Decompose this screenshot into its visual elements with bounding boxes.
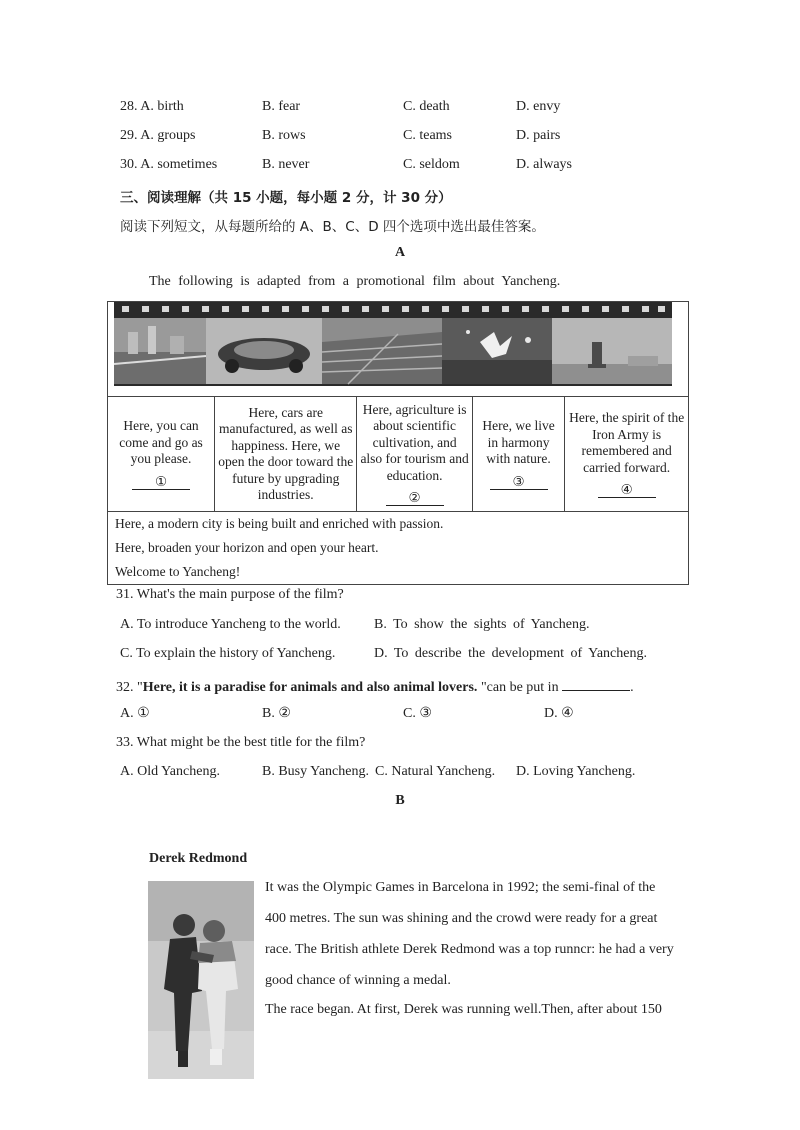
question-29 <box>120 128 740 148</box>
q33-option-b: B. Busy Yancheng. <box>262 764 369 779</box>
passage-b-line-5: The race began. At first, Derek was running well.Then, after about 150 <box>265 1002 662 1017</box>
footer-line-2: Here, broaden your horizon and open your heart. <box>115 540 379 555</box>
question-28 <box>120 99 740 119</box>
q33-option-c: C. Natural Yancheng. <box>375 764 496 779</box>
q30-option-d: D. always <box>516 157 572 172</box>
caption-cell-5 <box>565 397 689 512</box>
q32-option-a: A. ① <box>120 706 150 721</box>
caption-1-blank: ① <box>132 474 190 490</box>
q30-option-b: B. never <box>262 157 310 172</box>
q28-first: 28. A. birth <box>120 99 184 114</box>
q29-option-c: C. teams <box>403 128 452 143</box>
q33-option-a: A. Old Yancheng. <box>120 764 220 779</box>
runner-photo <box>148 881 254 1079</box>
q32-quote: Here, it is a paradise for animals and also animal lovers. <box>142 680 478 695</box>
film-strip-image <box>108 302 688 396</box>
caption-3-text: Here, agriculture is about scientific cultivation, and also for tourism and education. <box>360 401 469 483</box>
section-instruction: 阅读下列短文，从每题所给的 A、B、C、D 四个选项中选出最佳答案。 <box>120 219 545 235</box>
q33-stem: 33. What might be the best title for the film? <box>116 735 366 750</box>
q32-option-b: B. ② <box>262 706 291 721</box>
passage-a-intro: The following is adapted from a promotional film about Yancheng. <box>149 274 561 289</box>
q31-option-a: A. To introduce Yancheng to the world. <box>120 617 341 632</box>
caption-cell-1 <box>108 397 215 512</box>
film-footer-cell <box>108 512 689 585</box>
passage-a-label: A <box>394 245 406 260</box>
q32-answer-blank <box>562 676 630 691</box>
q29-option-d: D. pairs <box>516 128 561 143</box>
caption-3-blank: ② <box>386 490 444 506</box>
film-strip-cell <box>108 302 689 397</box>
q33-option-d: D. Loving Yancheng. <box>516 764 636 779</box>
q32-option-d: D. ④ <box>544 706 574 721</box>
q28-option-c: C. death <box>403 99 450 114</box>
footer-line-3: Welcome to Yancheng! <box>115 564 241 579</box>
section-heading: 三、阅读理解（共 15 小题，每小题 2 分，计 30 分） <box>120 190 452 206</box>
passage-b-label: B <box>395 793 405 808</box>
q31-option-c: C. To explain the history of Yancheng. <box>120 646 336 661</box>
q31-stem: 31. What's the main purpose of the film? <box>116 587 344 602</box>
caption-4-text: Here, we live in harmony with nature. <box>482 418 555 467</box>
q28-option-b: B. fear <box>262 99 301 114</box>
film-table <box>107 301 689 585</box>
q29-first: 29. A. groups <box>120 128 196 143</box>
q29-option-b: B. rows <box>262 128 306 143</box>
caption-2-text: Here, cars are manufactured, as well as happiness. Here, we open the door toward the future by upgrading industries. <box>218 404 354 502</box>
passage-b-line-2: 400 metres. The sun was shining and the crowd were ready for a great <box>265 911 658 926</box>
caption-5-text: Here, the spirit of the Iron Army is remembered and carried forward. <box>569 410 685 475</box>
caption-cell-2 <box>215 397 357 512</box>
caption-cell-3 <box>357 397 472 512</box>
caption-cell-4 <box>472 397 565 512</box>
q31-option-b: B. To show the sights of Yancheng. <box>374 617 590 632</box>
passage-b-line-1: It was the Olympic Games in Barcelona in 1992; the semi-final of the <box>265 880 656 895</box>
q32-option-c: C. ③ <box>403 706 432 721</box>
passage-b-title: Derek Redmond <box>149 851 248 866</box>
caption-1-text: Here, you can come and go as you please. <box>119 418 203 467</box>
caption-5-blank: ④ <box>598 482 656 498</box>
q32-stem: 32. "Here, it is a paradise for animals and also animal lovers. "can be put in . <box>116 676 634 696</box>
caption-4-blank: ③ <box>490 474 548 490</box>
q28-option-d: D. envy <box>516 99 561 114</box>
passage-b-line-3: race. The British athlete Derek Redmond was a top runncr: he had a very <box>265 942 674 957</box>
passage-b-text <box>265 872 679 996</box>
footer-line-1: Here, a modern city is being built and enriched with passion. <box>115 516 444 531</box>
q30-first: 30. A. sometimes <box>120 157 218 172</box>
q30-option-c: C. seldom <box>403 157 460 172</box>
passage-b-line-4: good chance of winning a medal. <box>265 973 451 988</box>
q31-option-d: D. To describe the development of Yancheng. <box>374 646 647 661</box>
